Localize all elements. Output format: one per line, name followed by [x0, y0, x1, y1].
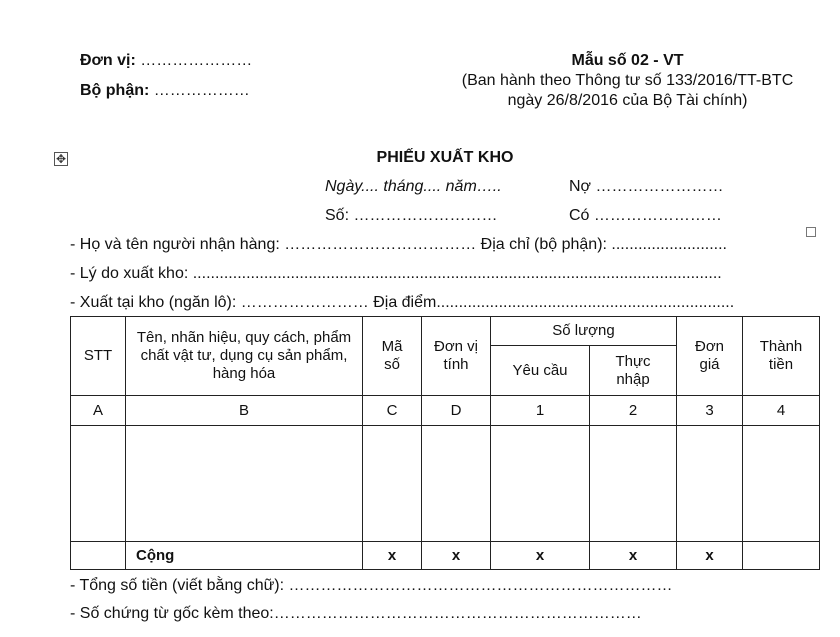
debit-line: Nợ ……………………	[569, 178, 724, 195]
checkbox-marker	[806, 227, 816, 237]
column-code: C	[363, 396, 422, 426]
table-cell[interactable]	[590, 426, 677, 542]
column-code: B	[126, 396, 363, 426]
column-code: 4	[743, 396, 820, 426]
bo-phan-dots: ………………	[153, 82, 250, 99]
total-in-words-line: - Tổng số tiền (viết bằng chữ): ………………………………………………………………	[70, 577, 673, 594]
don-vi-dots: …………………	[140, 52, 253, 69]
total-mark: x	[491, 542, 590, 570]
items-table	[70, 316, 820, 570]
table-cell[interactable]	[491, 426, 590, 542]
total-mark: x	[422, 542, 491, 570]
header-stt: STT	[71, 317, 126, 396]
header-quantity: Số lượng	[491, 317, 677, 346]
header-code: Mã số	[363, 317, 422, 396]
table-cell[interactable]	[71, 542, 126, 570]
bo-phan-line	[80, 82, 250, 100]
column-code: A	[71, 396, 126, 426]
header-amount: Thành tiền	[743, 317, 820, 396]
table-cell[interactable]	[677, 426, 743, 542]
table-cell[interactable]	[71, 426, 126, 542]
total-mark: x	[363, 542, 422, 570]
column-code: 2	[590, 396, 677, 426]
header-item-name: Tên, nhãn hiệu, quy cách, phẩm chất vật tư, dụng cụ sản phẩm, hàng hóa	[126, 317, 363, 396]
date-line: Ngày.... tháng.... năm…..	[325, 178, 502, 195]
table-cell[interactable]	[363, 426, 422, 542]
header-unit-price: Đơn giá	[677, 317, 743, 396]
credit-line: Có ……………………	[569, 207, 722, 224]
header-actual: Thực nhập	[590, 346, 677, 396]
table-move-handle-icon[interactable]: ✥	[55, 152, 67, 166]
issued-line-2: ngày 26/8/2016 của Bộ Tài chính)	[507, 92, 748, 109]
total-label: Cộng	[126, 542, 363, 570]
table-row	[71, 426, 820, 542]
table-cell[interactable]	[743, 542, 820, 570]
column-code: D	[422, 396, 491, 426]
column-code-row	[71, 396, 820, 426]
receiver-line: - Họ và tên người nhận hàng: ……………………………… Địa chỉ (bộ phận): ..........................	[70, 236, 727, 253]
warehouse-line: - Xuất tại kho (ngăn lô): …………………… Địa điểm...................................................................	[70, 294, 735, 311]
don-vi-label: Đơn vị:	[80, 52, 136, 69]
number-line: Số: ………………………	[325, 207, 498, 224]
document-title: PHIẾU XUẤT KHO	[376, 149, 514, 166]
attachments-line: - Số chứng từ gốc kèm theo:……………………………………………………………	[70, 605, 642, 622]
bo-phan-label: Bộ phận:	[80, 82, 150, 99]
column-code: 1	[491, 396, 590, 426]
issued-line-1: (Ban hành theo Thông tư số 133/2016/TT-BTC	[461, 72, 794, 89]
total-mark: x	[590, 542, 677, 570]
table-cell[interactable]	[743, 426, 820, 542]
total-row	[71, 542, 820, 570]
form-number: Mẫu số 02 - VT	[571, 52, 684, 69]
reason-line: - Lý do xuất kho: .......................................................................................................................	[70, 265, 722, 282]
table-cell[interactable]	[126, 426, 363, 542]
total-mark: x	[677, 542, 743, 570]
header-unit: Đơn vị tính	[422, 317, 491, 396]
don-vi-line	[80, 52, 252, 70]
header-requested: Yêu cầu	[491, 346, 590, 396]
column-code: 3	[677, 396, 743, 426]
table-cell[interactable]	[422, 426, 491, 542]
